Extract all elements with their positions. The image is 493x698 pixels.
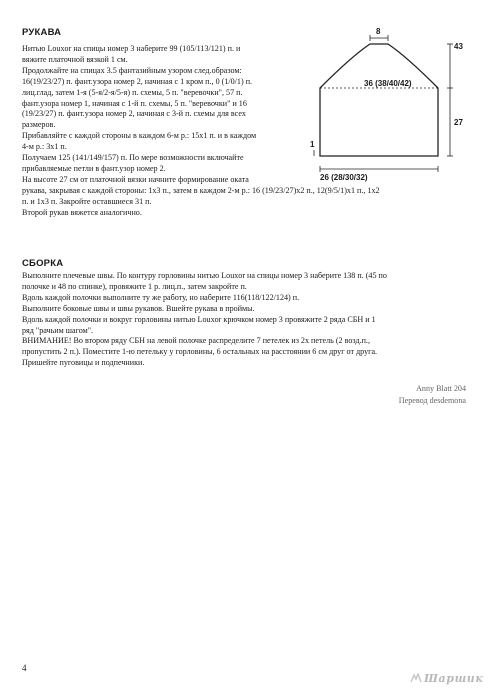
page-number: 4	[22, 663, 27, 673]
diagram-label-right-top: 43	[454, 42, 463, 51]
credit-translator: Перевод desdemona	[398, 396, 466, 405]
sleeve-line: рукава, закрывая с каждой стороны: 1х3 п., затем в каждом 2-м р.: 16 (19/23/27)х2 п., 12(9/5/1)х1 п., 1х2	[22, 185, 380, 195]
diagram-label-width: 36 (38/40/42)	[364, 79, 412, 88]
assembly-line: Выполните плечевые швы. По контуру горловины нитью Louxor на спицы номер 3 наберите 138 п. (45 по	[22, 271, 387, 280]
sleeve-line: размеров.	[22, 120, 56, 130]
assembly-heading: СБОРКА	[22, 258, 64, 269]
sleeve-line: Нитью Louxor на спицы номер 3 наберите 99 (105/113/121) п. и	[22, 44, 241, 53]
assembly-line: Пришейте пуговицы и подпечники.	[22, 358, 145, 368]
diagram-label-left: 1	[310, 140, 315, 149]
assembly-text	[22, 271, 387, 369]
sleeve-diagram	[310, 26, 475, 186]
assembly-line: Вдоль каждой полочки выполните ту же работу, но наберите 116(118/122/124) п.	[22, 292, 300, 302]
assembly-line: ВНИМАНИЕ! Во втором ряду СБН на левой полочке распределите 7 петелек из 2х петель (2 возд.п.,	[22, 336, 370, 346]
sleeve-heading: РУКАВА	[22, 27, 62, 38]
sleeve-line: (19/23/27) п. фант.узора номер 2, начиная с 3-й п. схемы для всех	[22, 109, 246, 119]
diagram-label-top: 8	[376, 27, 381, 36]
watermark-icon	[410, 673, 422, 683]
sleeve-line: Второй рукав вяжется аналогично.	[22, 207, 142, 217]
diagram-label-right-mid: 27	[454, 118, 463, 127]
sleeve-line: фант.узора номер 1, начиная с 1-й п. схемы, 5 п. "веревочки" и 16	[22, 98, 247, 108]
sleeve-line: 16(19/23/27) п. фант.узора номер 2, начиная с 1 кром п., 0 (1/0/1) п.	[22, 76, 253, 86]
sleeve-line: Прибавляйте с каждой стороны в каждом 6-м р.: 15х1 п. и в каждом	[22, 131, 257, 141]
assembly-line: Выполните боковые швы и швы рукавов. Вшейте рукава в проймы.	[22, 303, 255, 313]
sleeve-line: На высоте 27 см от платочной вязки начните формирование оката	[22, 174, 249, 184]
assembly-line: пропустить 2 п.). Поместите 1-ю петельку у горловины, 6 остальных на расстоянии 6 см друг от друга.	[22, 347, 378, 357]
sleeve-line: Продолжайте на спицах 3.5 фантазийным узором след.образом:	[22, 65, 242, 75]
sleeve-line: прибавляемые петли в фант.узор номер 2.	[22, 163, 166, 173]
watermark: Шаршик	[424, 672, 484, 685]
sleeve-line: п. и 1х3 п. Закройте оставшиеся 31 п.	[22, 196, 152, 206]
sleeve-line: лиц.глад, затем 1-я (5-я/2-я/5-я) п. схемы, 5 п. "веревочки", 57 п.	[22, 87, 243, 97]
assembly-line: ряд "рачьим шагом".	[22, 325, 94, 335]
sleeve-outline	[320, 44, 438, 156]
sleeve-line: вяжите платочной вязкой 1 см.	[22, 54, 128, 64]
sleeve-line: Получаем 125 (141/149/157) п. По мере возможности включайте	[22, 153, 244, 163]
diagram-label-bottom: 26 (28/30/32)	[320, 173, 368, 182]
assembly-line: Вдоль каждой полочки и вокруг горловины нитью Louxor крючком номер 3 провяжите 2 ряда СБН и 1	[22, 314, 376, 324]
assembly-line: полочке и 48 по спинке), провяжите 1 р. лиц.п., затем закройте п.	[22, 281, 247, 291]
sleeve-line: 4-м р.: 3х1 п.	[22, 142, 67, 152]
credit-source: Anny Blatt 204	[416, 384, 466, 393]
